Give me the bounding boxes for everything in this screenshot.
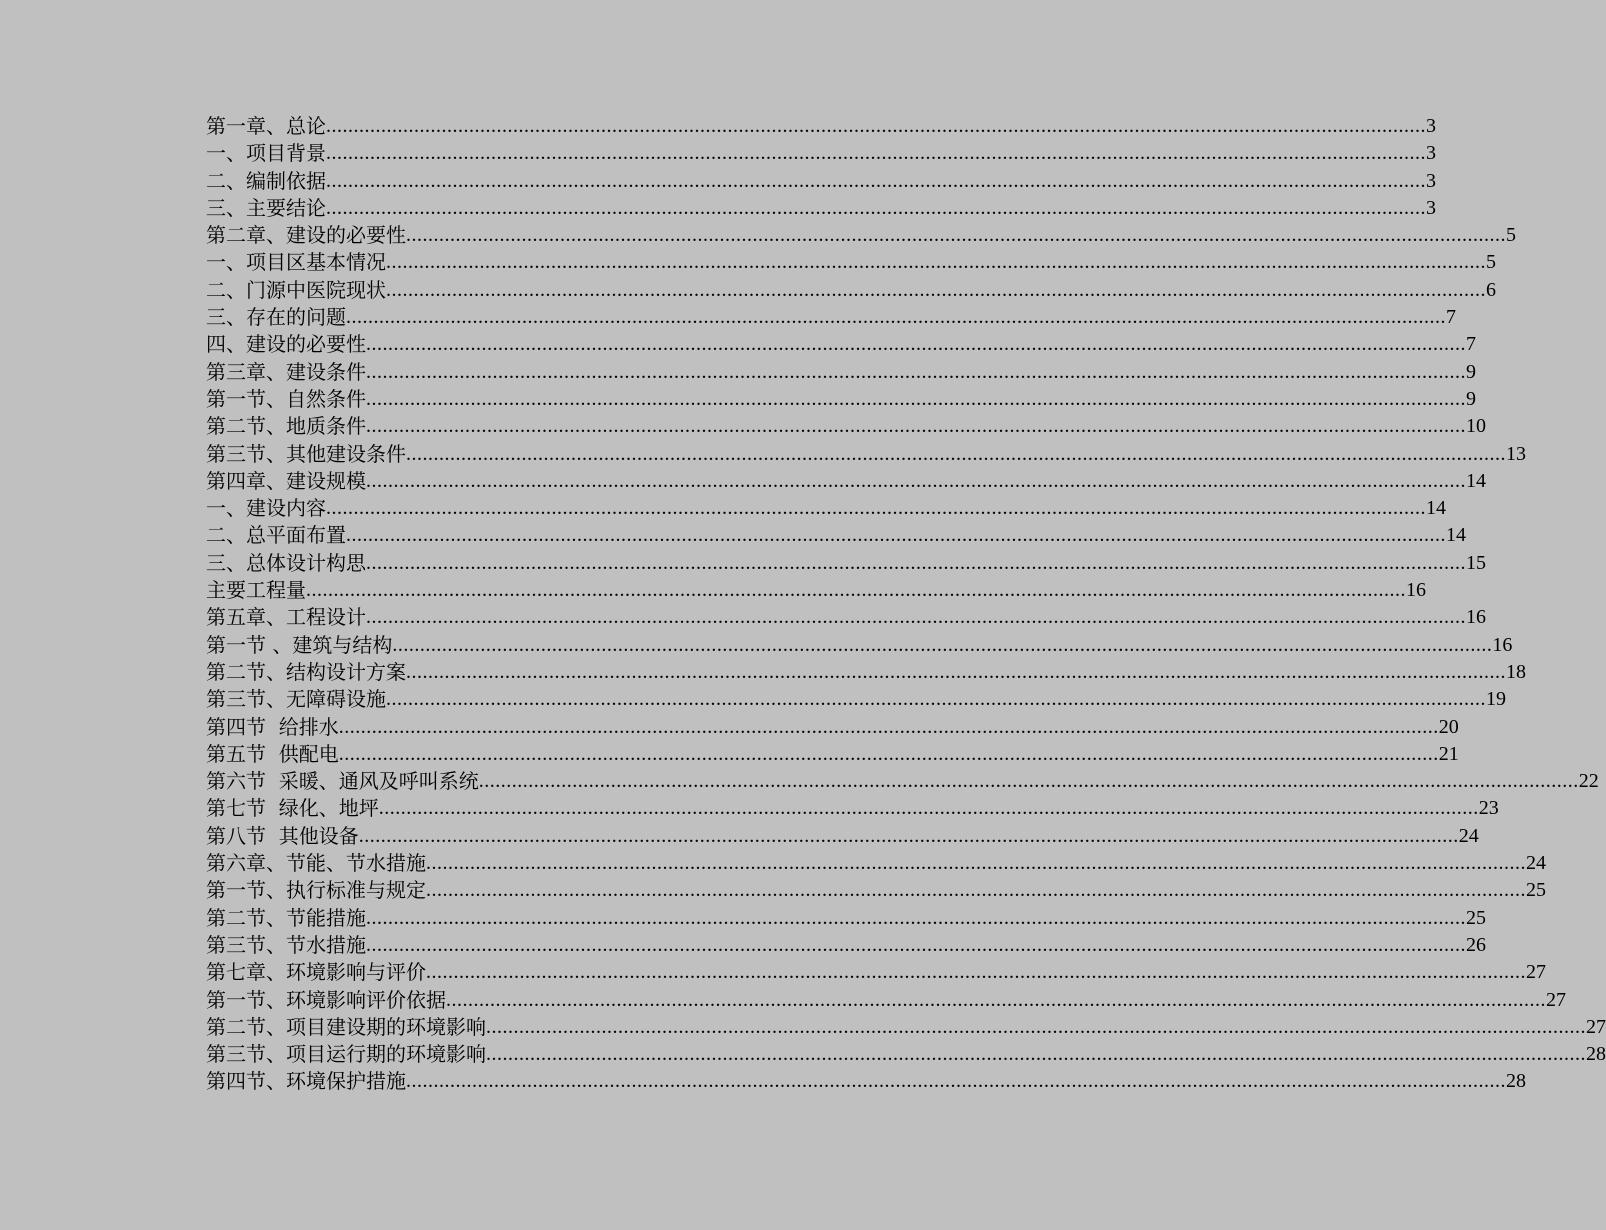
dot-leader: ........................................................................................................................................................................................................ (366, 387, 1466, 410)
toc-entry[interactable] (206, 632, 1513, 659)
toc-entry-title: 第一节、环境影响评价依据 (206, 987, 446, 1012)
toc-entry-page-number: 15 (1466, 551, 1486, 574)
dot-leader: ........................................................................................................................................................................................................ (486, 1043, 1586, 1066)
toc-entry[interactable] (206, 905, 1486, 932)
dot-leader: ........................................................................................................................................................................................................ (326, 497, 1426, 520)
dot-leader: ........................................................................................................................................................................................................ (426, 879, 1526, 902)
toc-entry[interactable] (206, 522, 1466, 549)
dot-leader: ........................................................................................................................................................................................................ (446, 988, 1546, 1011)
toc-entry-page-number: 26 (1466, 933, 1486, 956)
dot-leader: ........................................................................................................................................................................................................ (406, 442, 1506, 465)
toc-entry-page-number: 9 (1466, 387, 1476, 410)
toc-entry[interactable] (206, 795, 1499, 822)
toc-entry-title: 第二节、地质条件 (206, 414, 366, 439)
toc-entry-title: 第五章、工程设计 (206, 605, 366, 630)
dot-leader: ........................................................................................................................................................................................................ (338, 715, 1439, 738)
dot-leader: ........................................................................................................................................................................................................ (486, 1015, 1586, 1038)
dot-leader: ........................................................................................................................................................................................................ (366, 469, 1466, 492)
dot-leader: ........................................................................................................................................................................................................ (386, 688, 1486, 711)
toc-entry-title: 第三节、项目运行期的环境影响 (206, 1042, 486, 1067)
toc-entry-page-number: 5 (1486, 251, 1496, 274)
toc-entry-page-number: 3 (1426, 115, 1436, 137)
dot-leader: ........................................................................................................................................................................................................ (366, 360, 1466, 383)
toc-entry[interactable] (206, 686, 1506, 713)
toc-entry-title: 第二节、项目建设期的环境影响 (206, 1014, 486, 1039)
dot-leader: ........................................................................................................................................................................................................ (346, 306, 1446, 329)
toc-entry[interactable] (206, 359, 1476, 386)
toc-entry[interactable] (206, 1041, 1606, 1068)
toc-entry-title: 第八节 其他设备 (206, 823, 359, 848)
toc-entry-page-number: 27 (1586, 1015, 1606, 1038)
toc-entry-title: 第七章、环境影响与评价 (206, 960, 426, 985)
dot-leader: ........................................................................................................................................................................................................ (406, 1070, 1506, 1093)
toc-entry-title: 第六章、节能、节水措施 (206, 851, 426, 876)
toc-entry-page-number: 13 (1506, 442, 1526, 465)
toc-entry-title: 一、建设内容 (206, 496, 326, 521)
toc-entry[interactable] (206, 550, 1486, 577)
toc-entry[interactable] (206, 195, 1436, 222)
toc-entry-page-number: 22 (1578, 770, 1599, 793)
toc-entry[interactable] (206, 249, 1496, 276)
dot-leader: ........................................................................................................................................................................................................ (406, 660, 1506, 683)
toc-entry[interactable] (206, 741, 1459, 768)
toc-entry-title: 第四节、环境保护措施 (206, 1069, 406, 1094)
toc-entry[interactable] (206, 987, 1566, 1014)
toc-entry-title: 第一节 、建筑与结构 (206, 632, 393, 657)
toc-entry-title: 四、建设的必要性 (206, 332, 366, 357)
toc-entry-title: 第二节、结构设计方案 (206, 659, 406, 684)
toc-entry-title: 第三节、其他建设条件 (206, 441, 406, 466)
dot-leader: ........................................................................................................................................................................................................ (366, 933, 1466, 956)
toc-entry[interactable] (206, 714, 1459, 741)
dot-leader: ........................................................................................................................................................................................................ (326, 169, 1426, 192)
toc-entry[interactable] (206, 959, 1546, 986)
dot-leader: ........................................................................................................................................................................................................ (366, 606, 1466, 629)
toc-entry[interactable] (206, 850, 1546, 877)
dot-leader: ........................................................................................................................................................................................................ (326, 196, 1426, 219)
toc-entry-title: 第五节 供配电 (206, 741, 339, 766)
dot-leader: ........................................................................................................................................................................................................ (386, 251, 1486, 274)
dot-leader: ........................................................................................................................................................................................................ (478, 770, 1579, 793)
toc-entry[interactable] (206, 1068, 1526, 1095)
toc-entry-page-number: 3 (1426, 142, 1436, 165)
toc-entry-page-number: 24 (1458, 824, 1479, 847)
dot-leader: ........................................................................................................................................................................................................ (378, 797, 1479, 820)
toc-entry-page-number: 21 (1438, 742, 1459, 765)
toc-entry[interactable] (206, 304, 1456, 331)
toc-entry[interactable] (206, 441, 1526, 468)
dot-leader: ........................................................................................................................................................................................................ (346, 524, 1446, 547)
toc-entry-title: 第二章、建设的必要性 (206, 223, 406, 248)
dot-leader: ........................................................................................................................................................................................................ (426, 852, 1526, 875)
toc-entry-title: 第六节 采暖、通风及呼叫系统 (206, 769, 479, 794)
toc-entry-title: 第四节 给排水 (206, 714, 339, 739)
dot-leader: ........................................................................................................................................................................................................ (366, 333, 1466, 356)
dot-leader: ........................................................................................................................................................................................................ (326, 142, 1426, 165)
toc-entry-title: 第一节、自然条件 (206, 386, 366, 411)
dot-leader: ........................................................................................................................................................................................................ (406, 224, 1506, 247)
dot-leader: ........................................................................................................................................................................................................ (366, 415, 1466, 438)
toc-entry[interactable] (206, 659, 1526, 686)
toc-entry-page-number: 6 (1486, 278, 1496, 301)
toc-entry[interactable] (206, 277, 1496, 304)
toc-entry-title: 第七节 绿化、地坪 (206, 796, 379, 821)
toc-entry-page-number: 5 (1506, 224, 1516, 247)
toc-entry-title: 第四章、建设规模 (206, 468, 366, 493)
toc-entry-page-number: 20 (1438, 715, 1459, 738)
dot-leader: ........................................................................................................................................................................................................ (366, 551, 1466, 574)
toc-entry[interactable] (206, 495, 1446, 522)
toc-entry[interactable] (206, 386, 1476, 413)
toc-entry-page-number: 9 (1466, 360, 1476, 383)
toc-entry-title: 第一节、执行标准与规定 (206, 878, 426, 903)
toc-entry-title: 三、主要结论 (206, 195, 326, 220)
toc-entry-page-number: 14 (1426, 497, 1446, 520)
toc-entry-page-number: 28 (1506, 1070, 1526, 1093)
dot-leader: ........................................................................................................................................................................................................ (426, 961, 1526, 984)
dot-leader: ........................................................................................................................................................................................................ (358, 824, 1459, 847)
toc-entry[interactable] (206, 113, 1436, 140)
toc-entry-page-number: 14 (1466, 469, 1486, 492)
toc-entry-title: 第三节、节水措施 (206, 932, 366, 957)
toc-entry-page-number: 16 (1406, 579, 1426, 602)
toc-entry-title: 第二节、节能措施 (206, 905, 366, 930)
toc-entry-page-number: 18 (1506, 660, 1526, 683)
toc-entry-title: 三、存在的问题 (206, 305, 346, 330)
toc-entry-page-number: 27 (1526, 961, 1546, 984)
dot-leader: ........................................................................................................................................................................................................ (366, 906, 1466, 929)
toc-entry[interactable] (206, 823, 1479, 850)
toc-entry[interactable] (206, 877, 1546, 904)
toc-entry-title: 第一章、总论 (206, 114, 326, 138)
toc-entry-page-number: 19 (1486, 688, 1506, 711)
dot-leader: ........................................................................................................................................................................................................ (392, 633, 1493, 656)
toc-entry-page-number: 16 (1492, 633, 1513, 656)
toc-entry[interactable] (206, 577, 1426, 604)
toc-entry[interactable] (206, 140, 1436, 167)
toc-entry-page-number: 10 (1466, 415, 1486, 438)
dot-leader: ........................................................................................................................................................................................................ (306, 579, 1406, 602)
toc-entry-page-number: 3 (1426, 169, 1436, 192)
toc-entry-title: 二、总平面布置 (206, 523, 346, 548)
toc-entry-page-number: 25 (1466, 906, 1486, 929)
toc-entry-page-number: 25 (1526, 879, 1546, 902)
table-of-contents (206, 113, 1606, 1096)
dot-leader: ........................................................................................................................................................................................................ (386, 278, 1486, 301)
toc-entry-title: 第三章、建设条件 (206, 359, 366, 384)
toc-entry[interactable] (206, 768, 1599, 795)
toc-entry-page-number: 7 (1446, 306, 1456, 329)
toc-entry-page-number: 16 (1466, 606, 1486, 629)
toc-entry[interactable] (206, 331, 1476, 358)
toc-entry-page-number: 14 (1446, 524, 1466, 547)
toc-entry-page-number: 7 (1466, 333, 1476, 356)
toc-entry-title: 一、项目背景 (206, 141, 326, 166)
toc-entry[interactable] (206, 413, 1486, 440)
toc-entry-title: 一、项目区基本情况 (206, 250, 386, 275)
toc-entry-title: 二、编制依据 (206, 168, 326, 193)
toc-entry-title: 第三节、无障碍设施 (206, 687, 386, 712)
toc-entry-page-number: 23 (1478, 797, 1499, 820)
toc-entry[interactable] (206, 932, 1486, 959)
toc-entry-title: 三、总体设计构思 (206, 550, 366, 575)
toc-entry-page-number: 3 (1426, 196, 1436, 219)
toc-entry-page-number: 28 (1586, 1043, 1606, 1066)
toc-entry[interactable] (206, 1014, 1606, 1041)
toc-entry-page-number: 24 (1526, 852, 1546, 875)
toc-entry[interactable] (206, 468, 1486, 495)
toc-entry-title: 主要工程量 (206, 578, 306, 603)
dot-leader: ........................................................................................................................................................................................................ (338, 742, 1439, 765)
toc-entry[interactable] (206, 604, 1486, 631)
toc-entry-title: 二、门源中医院现状 (206, 277, 386, 302)
toc-entry-page-number: 27 (1546, 988, 1566, 1011)
dot-leader: ........................................................................................................................................................................................................ (326, 115, 1426, 137)
toc-entry[interactable] (206, 168, 1436, 195)
toc-entry[interactable] (206, 222, 1516, 249)
